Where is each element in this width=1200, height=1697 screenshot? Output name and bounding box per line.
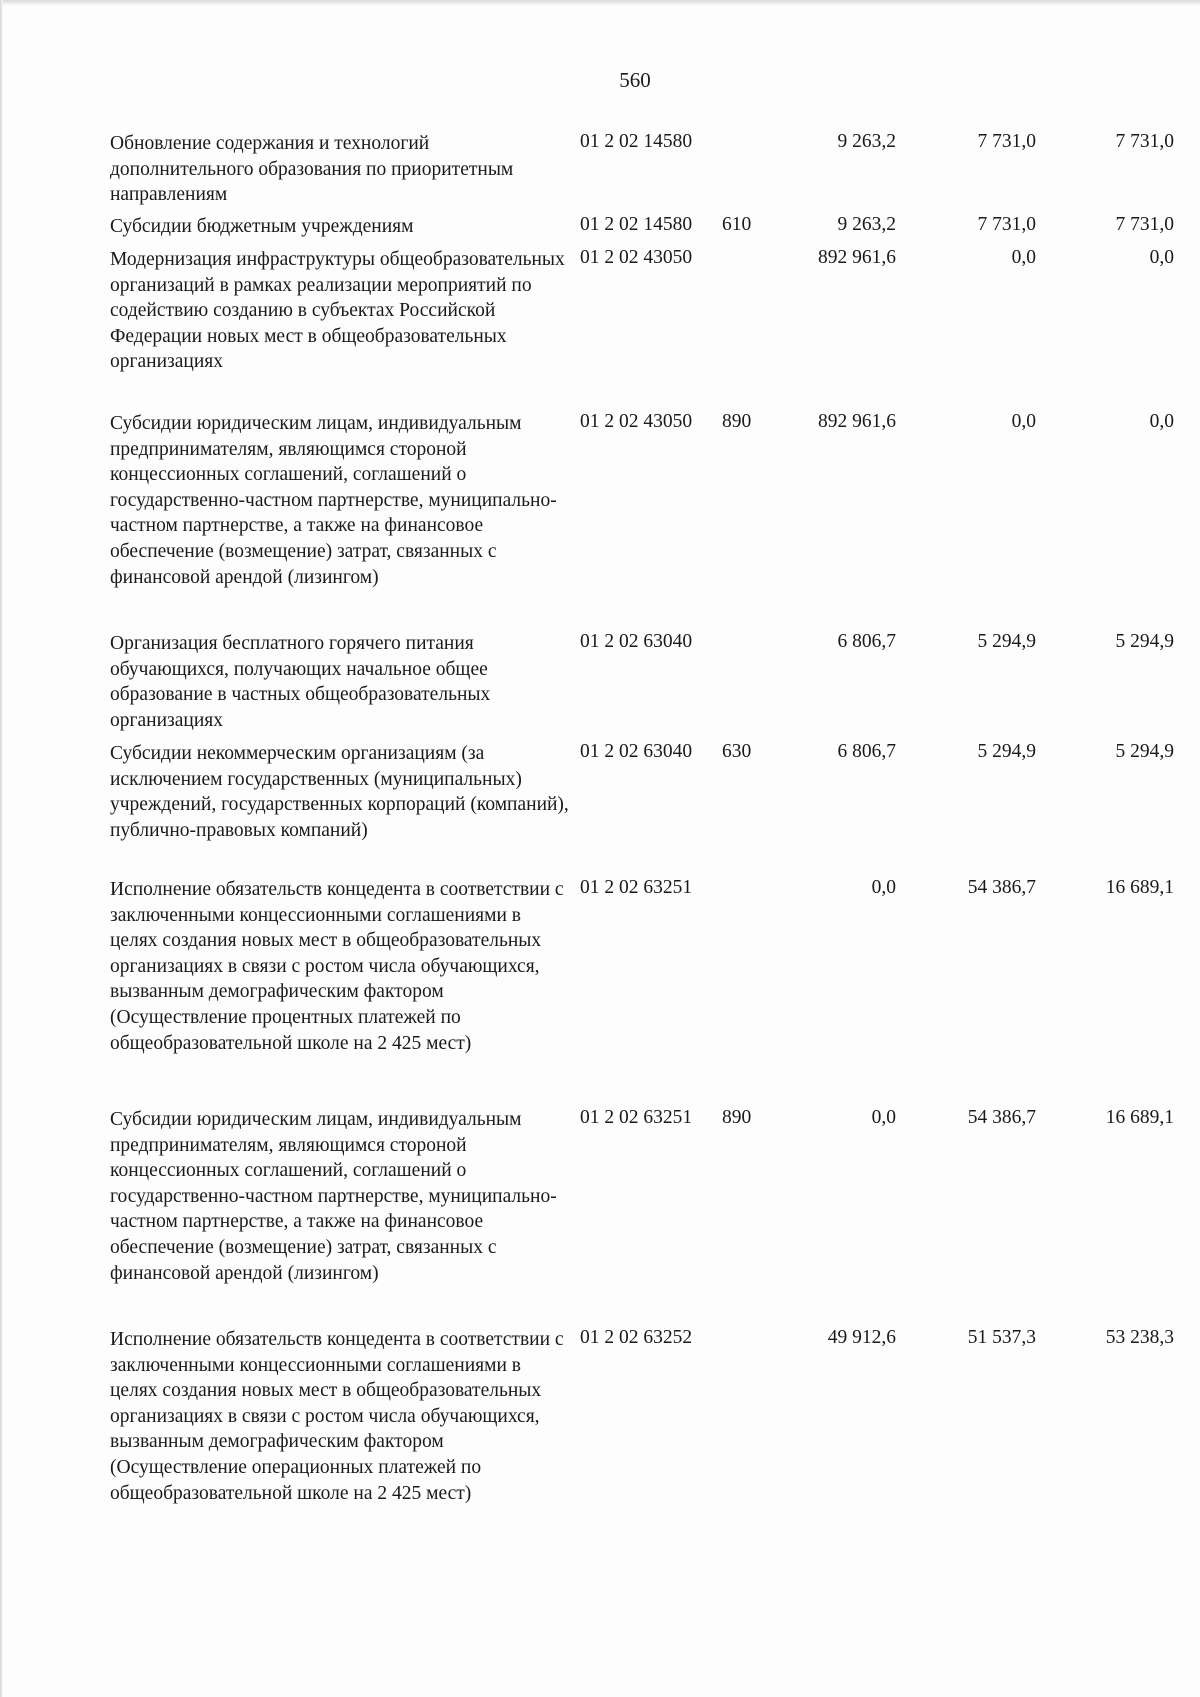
row-name: Модернизация инфраструктуры общеобразовательных организаций в рамках реализации мероприятий по содействию созданию в субъектах Российской Федерации новых мест в общеобразовательных организациях (110, 249, 565, 373)
target-article-code: 01 2 02 63251 (580, 877, 693, 898)
amount-year-3: 16 689,1 (1105, 877, 1174, 898)
row-name: Исполнение обязательств концедента в соответствии с заключенными концессионными соглашениями в целях создания новых мест в общеобразовательных организациях в связи с ростом числа обучающихся, вызванным демографическим фактором (Осуществление процентных платежей по общеобразовательной школе на 2 425 мест) (110, 879, 564, 1054)
target-article-code: 01 2 02 63251 (580, 1107, 693, 1128)
target-article-code: 01 2 02 43050 (580, 247, 693, 268)
amount-year-2: 54 386,7 (967, 1107, 1036, 1128)
amount-year-3: 7 731,0 (1115, 214, 1174, 235)
amount-year-2: 54 386,7 (967, 877, 1036, 898)
amount-year-2: 0,0 (1011, 411, 1036, 432)
row-name: Субсидии юридическим лицам, индивидуальным предпринимателям, являющимся стороной концессионных соглашений, соглашений о государственно-частном партнерстве, муниципально-частном партнерстве, а также на финансовое обеспечение (возмещение) затрат, связанных с финансовой арендой (лизингом) (110, 413, 557, 588)
target-article-code: 01 2 02 63252 (580, 1327, 693, 1348)
amount-year-3: 16 689,1 (1105, 1107, 1174, 1128)
target-article-code: 01 2 02 14580 (580, 214, 693, 235)
amount-year-1: 6 806,7 (837, 631, 896, 652)
amount-year-1: 892 961,6 (818, 411, 896, 432)
expense-type-code: 890 (722, 411, 752, 432)
amount-year-1: 6 806,7 (837, 741, 896, 762)
row-name: Субсидии юридическим лицам, индивидуальным предпринимателям, являющимся стороной концессионных соглашений, соглашений о государственно-частном партнерстве, муниципально-частном партнерстве, а также на финансовое обеспечение (возмещение) затрат, связанных с финансовой арендой (лизингом) (110, 1109, 557, 1284)
amount-year-2: 7 731,0 (977, 131, 1036, 152)
amount-year-2: 0,0 (1011, 247, 1036, 268)
amount-year-3: 5 294,9 (1115, 631, 1174, 652)
amount-year-1: 9 263,2 (837, 214, 896, 235)
amount-year-2: 51 537,3 (967, 1327, 1036, 1348)
row-name: Субсидии бюджетным учреждениям (110, 216, 414, 237)
amount-year-3: 7 731,0 (1115, 131, 1174, 152)
target-article-code: 01 2 02 14580 (580, 131, 693, 152)
amount-year-3: 5 294,9 (1115, 741, 1174, 762)
amount-year-1: 0,0 (871, 1107, 896, 1128)
amount-year-3: 0,0 (1149, 247, 1174, 268)
expense-type-code: 890 (722, 1107, 752, 1128)
target-article-code: 01 2 02 63040 (580, 631, 693, 652)
amount-year-3: 0,0 (1149, 411, 1174, 432)
page-number: 560 (619, 68, 651, 92)
amount-year-1: 49 912,6 (827, 1327, 896, 1348)
amount-year-2: 7 731,0 (977, 214, 1036, 235)
expense-type-code: 630 (722, 741, 752, 762)
row-name: Исполнение обязательств концедента в соответствии с заключенными концессионными соглашениями в целях создания новых мест в общеобразовательных организациях в связи с ростом числа обучающихся, вызванным демографическим фактором (Осуществление операционных платежей по общеобразовательной школе на 2 425 мест) (110, 1329, 564, 1504)
expense-type-code: 610 (722, 214, 752, 235)
row-name: Субсидии некоммерческим организациям (за исключением государственных (муниципальных) учреждений, государственных корпораций (компаний), публично-правовых компаний) (110, 743, 569, 841)
row-name: Обновление содержания и технологий дополнительного образования по приоритетным направлениям (110, 133, 514, 206)
amount-year-1: 0,0 (871, 877, 896, 898)
amount-year-2: 5 294,9 (977, 631, 1036, 652)
amount-year-2: 5 294,9 (977, 741, 1036, 762)
row-name: Организация бесплатного горячего питания обучающихся, получающих начальное общее образование в частных общеобразовательных организациях (110, 633, 491, 731)
amount-year-1: 9 263,2 (837, 131, 896, 152)
target-article-code: 01 2 02 43050 (580, 411, 693, 432)
amount-year-3: 53 238,3 (1105, 1327, 1174, 1348)
target-article-code: 01 2 02 63040 (580, 741, 693, 762)
amount-year-1: 892 961,6 (818, 247, 896, 268)
